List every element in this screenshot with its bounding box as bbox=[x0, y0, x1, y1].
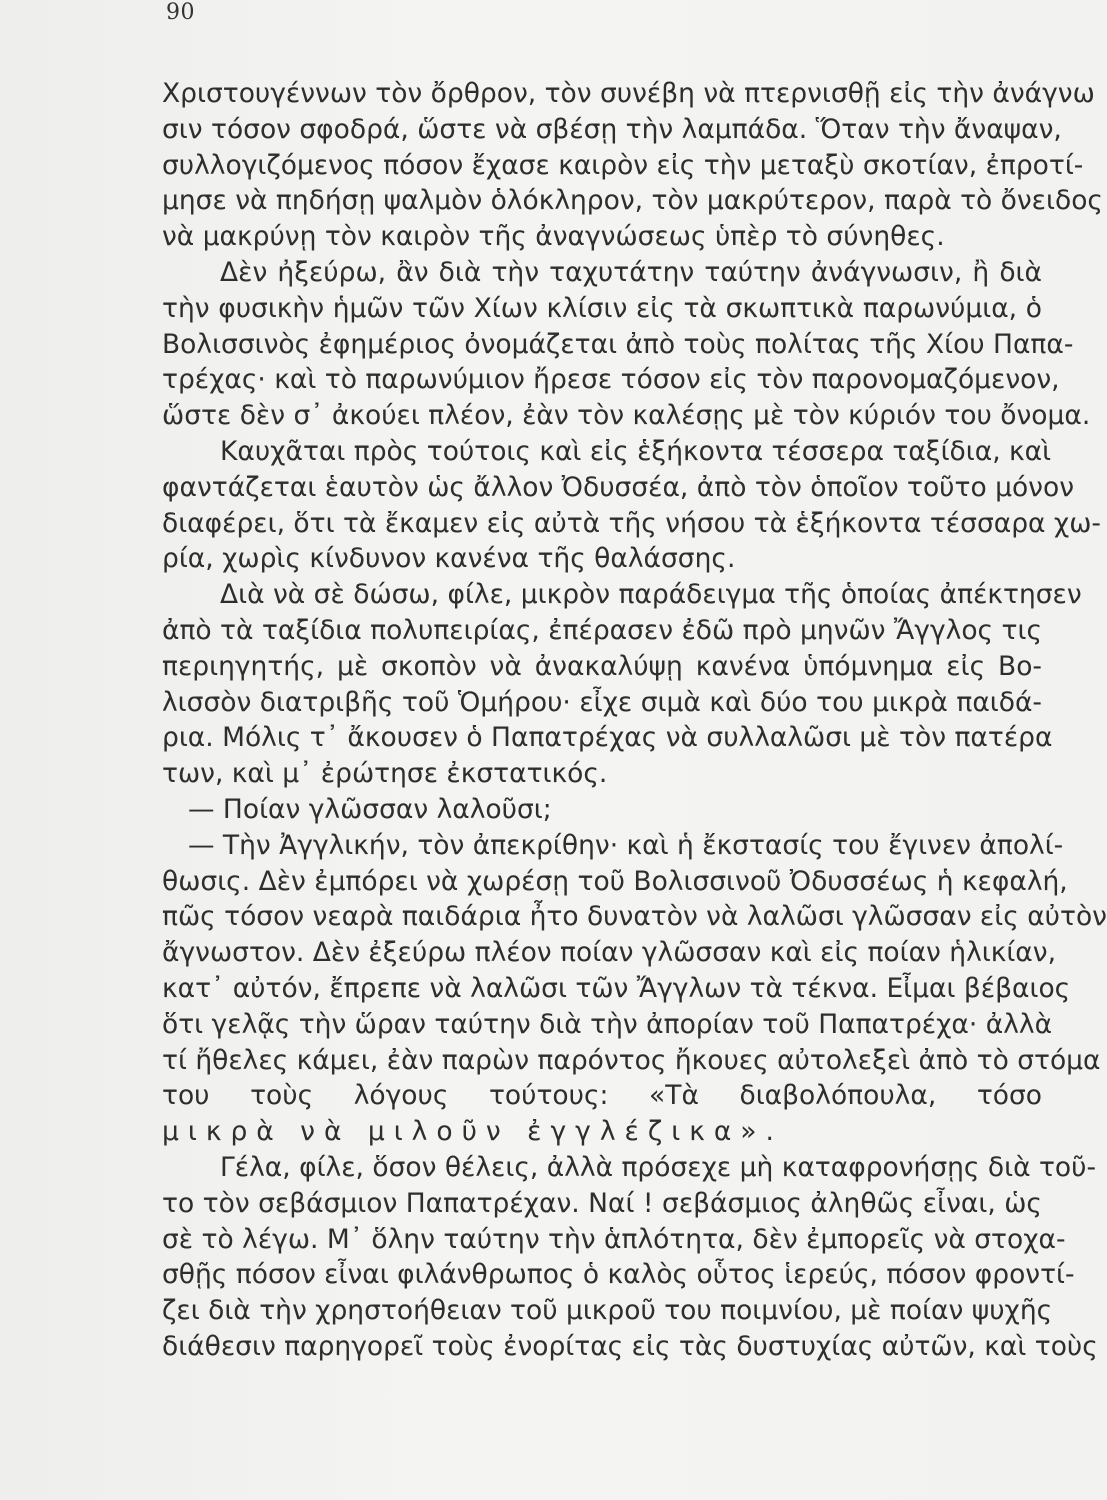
text-line: μησε νὰ πηδήσῃ ψαλμὸν ὁλόκληρον, τὸν μακρύτερον, παρὰ τὸ ὄνειδος bbox=[162, 185, 1103, 217]
text-line: λισσὸν διατριβῆς τοῦ Ὁμήρου· εἶχε σιμὰ καὶ δύο του μικρὰ παιδά- bbox=[162, 686, 1042, 718]
text-line: ζει διὰ τὴν χρηστοήθειαν τοῦ μικροῦ του ποιμνίου, μὲ ποίαν ψυχῆς bbox=[162, 1295, 1053, 1327]
text-line: κατ᾽ αὐτόν, ἔπρεπε νὰ λαλῶσι τῶν Ἄγγλων τὰ τέκνα. Εἶμαι βέβαιος bbox=[162, 972, 1071, 1004]
page-number: 90 bbox=[166, 0, 195, 25]
text-line: μικρὰ νὰ μιλοῦν ἐγγλέζικα». bbox=[162, 1116, 783, 1148]
text-line: νὰ μακρύνῃ τὸν καιρὸν τῆς ἀναγνώσεως ὑπὲρ τὸ σύνηθες. bbox=[162, 221, 945, 253]
text-line: σθῇς πόσον εἶναι φιλάνθρωπος ὁ καλὸς οὗτος ἱερεύς, πόσον φροντί- bbox=[162, 1259, 1075, 1291]
text-line: ὥστε δὲν σ᾽ ἀκούει πλέον, ἐὰν τὸν καλέσῃς μὲ τὸν κύριόν του ὄνομα. bbox=[162, 400, 1091, 432]
text-line: περιηγητής, μὲ σκοπὸν νὰ ἀνακαλύψῃ κανένα ὑπόμνημα εἰς Βο- bbox=[162, 650, 1042, 682]
text-line: ὅτι γελᾷς τὴν ὥραν ταύτην διὰ τὴν ἀπορίαν τοῦ Παπατρέχα· ἀλλὰ bbox=[162, 1008, 1053, 1040]
text-line: — Τὴν Ἀγγλικήν, τὸν ἀπεκρίθην· καὶ ἡ ἔκστασίς του ἔγινεν ἀπολί- bbox=[188, 829, 1064, 861]
text-line: διάθεσιν παρηγορεῖ τοὺς ἐνορίτας εἰς τὰς δυστυχίας αὐτῶν, καὶ τοὺς bbox=[162, 1330, 1098, 1362]
text-line: Διὰ νὰ σὲ δώσω, φίλε, μικρὸν παράδειγμα τῆς ὁποίας ἀπέκτησεν bbox=[220, 579, 1082, 611]
text-line: το τὸν σεβάσμιον Παπατρέχαν. Ναί ! σεβάσμιος ἀληθῶς εἶναι, ὡς bbox=[162, 1187, 1042, 1219]
text-line: συλλογιζόμενος πόσον ἔχασε καιρὸν εἰς τὴν μεταξὺ σκοτίαν, ἐπροτί- bbox=[162, 149, 1084, 181]
text-line: Χριστουγέννων τὸν ὄρθρον, τὸν συνέβη νὰ πτερνισθῇ εἰς τὴν ἀνάγνω bbox=[162, 78, 1095, 109]
text-line: τρέχας· καὶ τὸ παρωνύμιον ἤρεσε τόσον εἰς τὸν παρονομαζόμενον, bbox=[162, 364, 1060, 396]
text-line: πῶς τόσον νεαρὰ παιδάρια ἦτο δυνατὸν νὰ λαλῶσι γλῶσσαν εἰς αὐτὸν bbox=[162, 901, 1107, 933]
text-line: ἄγνωστον. Δὲν ἐξεύρω πλέον ποίαν γλῶσσαν καὶ εἰς ποίαν ἡλικίαν, bbox=[162, 937, 1056, 969]
text-line: Δὲν ἠξεύρω, ἂν διὰ τὴν ταχυτάτην ταύτην ἀνάγνωσιν, ἢ διὰ bbox=[220, 256, 1042, 288]
text-line: ἀπὸ τὰ ταξίδια πολυπειρίας, ἐπέρασεν ἐδῶ πρὸ μηνῶν Ἄγγλος τις bbox=[162, 614, 1042, 646]
text-line: Βολισσινὸς ἐφημέριος ὀνομάζεται ἀπὸ τοὺς πολίτας τῆς Χίου Παπα- bbox=[162, 328, 1074, 360]
text-line: ρία, χωρὶς κίνδυνον κανένα τῆς θαλάσσης. bbox=[162, 543, 736, 575]
text-line: του τοὺς λόγους τούτους: «Τὰ διαβολόπουλα, τόσο bbox=[162, 1080, 1042, 1112]
text-line: σὲ τὸ λέγω. Μ᾽ ὅλην ταύτην τὴν ἁπλότητα, δὲν ἐμπορεῖς νὰ στοχα- bbox=[162, 1223, 1066, 1255]
text-line: διαφέρει, ὅτι τὰ ἔκαμεν εἰς αὐτὰ τῆς νήσου τὰ ἑξήκοντα τέσσαρα χω- bbox=[162, 507, 1101, 539]
text-line: Γέλα, φίλε, ὅσον θέλεις, ἀλλὰ πρόσεχε μὴ καταφρονήσῃς διὰ τοῦ- bbox=[220, 1151, 1097, 1183]
text-line: των, καὶ μ᾽ ἐρώτησε ἐκστατικός. bbox=[162, 758, 608, 790]
text-line: θωσις. Δὲν ἐμπόρει νὰ χωρέσῃ τοῦ Βολισσινοῦ Ὀδυσσέως ἡ κεφαλή, bbox=[162, 865, 1068, 897]
text-line: Καυχᾶται πρὸς τούτοις καὶ εἰς ἑξήκοντα τέσσερα ταξίδια, καὶ bbox=[220, 435, 1052, 467]
text-line: ρια. Μόλις τ᾽ ἄκουσεν ὁ Παπατρέχας νὰ συλλαλῶσι μὲ τὸν πατέρα bbox=[162, 722, 1053, 754]
body-text bbox=[162, 76, 1107, 1365]
text-line: τί ἤθελες κάμει, ἐὰν παρὼν παρόντος ἤκουες αὐτολεξεὶ ἀπὸ τὸ στόμα bbox=[162, 1044, 1101, 1076]
text-line: — Ποίαν γλῶσσαν λαλοῦσι; bbox=[188, 793, 552, 825]
text-line: σιν τόσον σφοδρά, ὥστε νὰ σβέσῃ τὴν λαμπάδα. Ὅταν τὴν ἄναψαν, bbox=[162, 113, 1062, 145]
text-line: φαντάζεται ἑαυτὸν ὡς ἄλλον Ὀδυσσέα, ἀπὸ τὸν ὁποῖον τοῦτο μόνον bbox=[162, 471, 1074, 503]
text-line: τὴν φυσικὴν ἡμῶν τῶν Χίων κλίσιν εἰς τὰ σκωπτικὰ παρωνύμια, ὁ bbox=[162, 292, 1042, 324]
